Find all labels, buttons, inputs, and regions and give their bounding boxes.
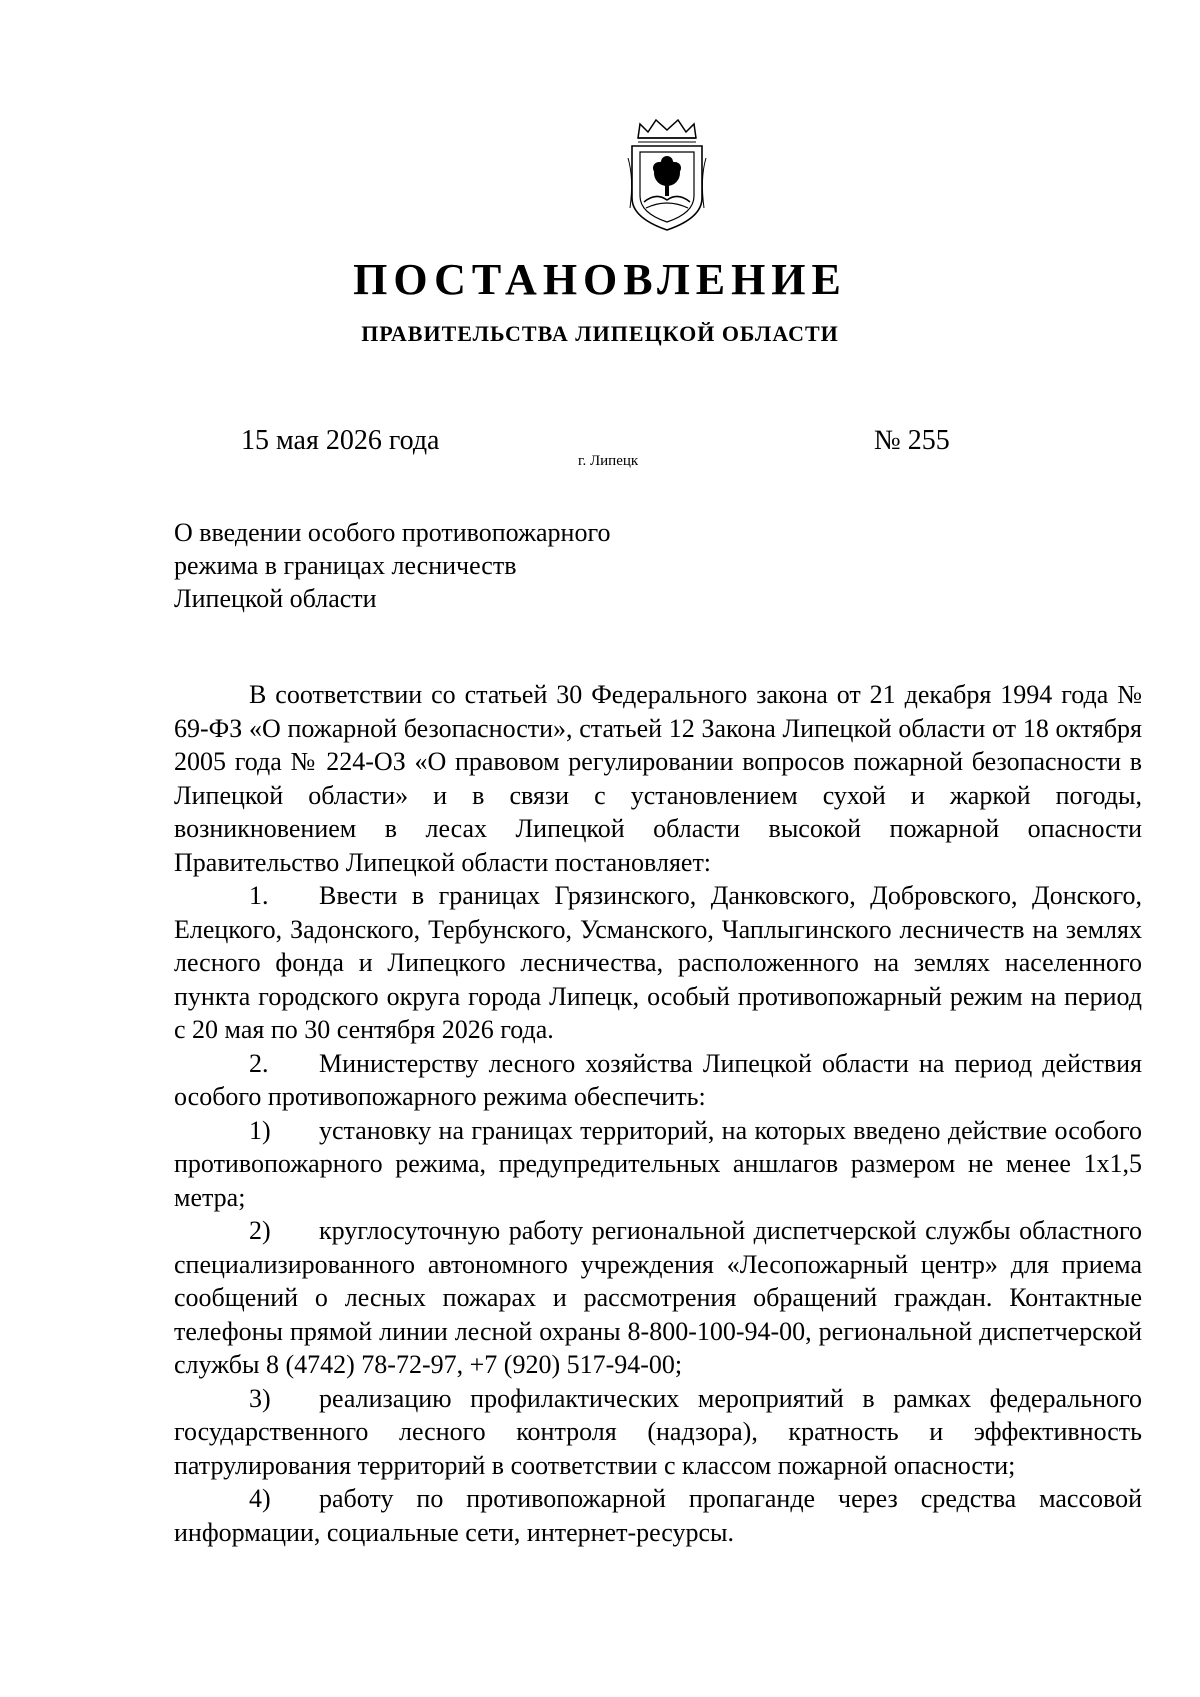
subject-line: О введении особого противопожарного (174, 518, 611, 547)
document-body (174, 678, 1142, 1549)
numbered-item (174, 1047, 1142, 1114)
document-issuer: ПРАВИТЕЛЬСТВА ЛИПЕЦКОЙ ОБЛАСТИ (361, 321, 839, 346)
document-number: № 255 (874, 425, 950, 456)
sub-item-text: установку на границах территорий, на которых введено действие особого противопожарного режима, предупредительных аншлагов размером не менее 1х1,5 метра; (174, 1115, 1142, 1212)
sub-item-number: 1) (249, 1115, 271, 1145)
item-number: 2. (249, 1048, 269, 1078)
sub-item-text: круглосуточную работу региональной диспетчерской службы областного специализированного автономного учреждения «Лесопожарный центр» для приема сообщений о лесных пожарах и рассмотрения обращений граждан. Контактные телефоны прямой линии лесной охраны 8-800-100-94-00, региональной диспетчерской службы 8 (4742) 78-72-97, +7 (920) 517-94-00; (174, 1216, 1142, 1379)
item-number: 1. (249, 881, 269, 910)
sub-item (174, 1382, 1142, 1483)
sub-item-number: 3) (249, 1383, 271, 1413)
sub-item (174, 1214, 1142, 1382)
sub-item (174, 1482, 1142, 1549)
sub-item-text: реализацию профилактических мероприятий в рамках федерального государственного лесного контроля (надзора), кратность и эффективность патрулирования территорий в соответствии с классом пожарной опасности; (174, 1383, 1142, 1480)
preamble-paragraph: В соответствии со статьей 30 Федерального закона от 21 декабря 1994 года № 69-ФЗ «О пожарной безопасности», статьей 12 Закона Липецкой области от 18 октября 2005 года № 224-ОЗ «О правовом регулировании вопросов пожарной безопасности в Липецкой области» и в связи с установлением сухой и жаркой погоды, возникновением в лесах Липецкой области высокой пожарной опасности Правительство Липецкой области постановляет: (174, 680, 1142, 877)
document-subject (174, 516, 734, 615)
lipetsk-coat-of-arms-icon (626, 118, 708, 234)
subject-line: Липецкой области (174, 584, 377, 613)
subject-line: режима в границах лесничеств (174, 551, 517, 580)
sub-item-number: 4) (249, 1484, 271, 1513)
sub-item-number: 2) (249, 1216, 271, 1245)
item-text: Министерству лесного хозяйства Липецкой области на период действия особого противопожарного режима обеспечить: (174, 1048, 1142, 1111)
sub-item-text: работу по противопожарной пропаганде через средства массовой информации, социальные сети, интернет-ресурсы. (174, 1484, 1142, 1547)
item-text: Ввести в границах Грязинского, Данковского, Добровского, Донского, Елецкого, Задонского, Тербунского, Усманского, Чаплыгинского лесничеств на землях лесного фонда и Липецкого лесничества, расположенного на землях населенного пункта городского округа города Липецк, особый противопожарный режим на период с 20 мая по 30 сентября 2026 года. (174, 881, 1142, 1044)
numbered-item (174, 879, 1142, 1047)
document-city: г. Липецк (578, 453, 639, 469)
document-title: ПОСТАНОВЛЕНИЕ (353, 255, 847, 304)
sub-item (174, 1114, 1142, 1215)
document-date: 15 мая 2026 года (241, 425, 440, 456)
